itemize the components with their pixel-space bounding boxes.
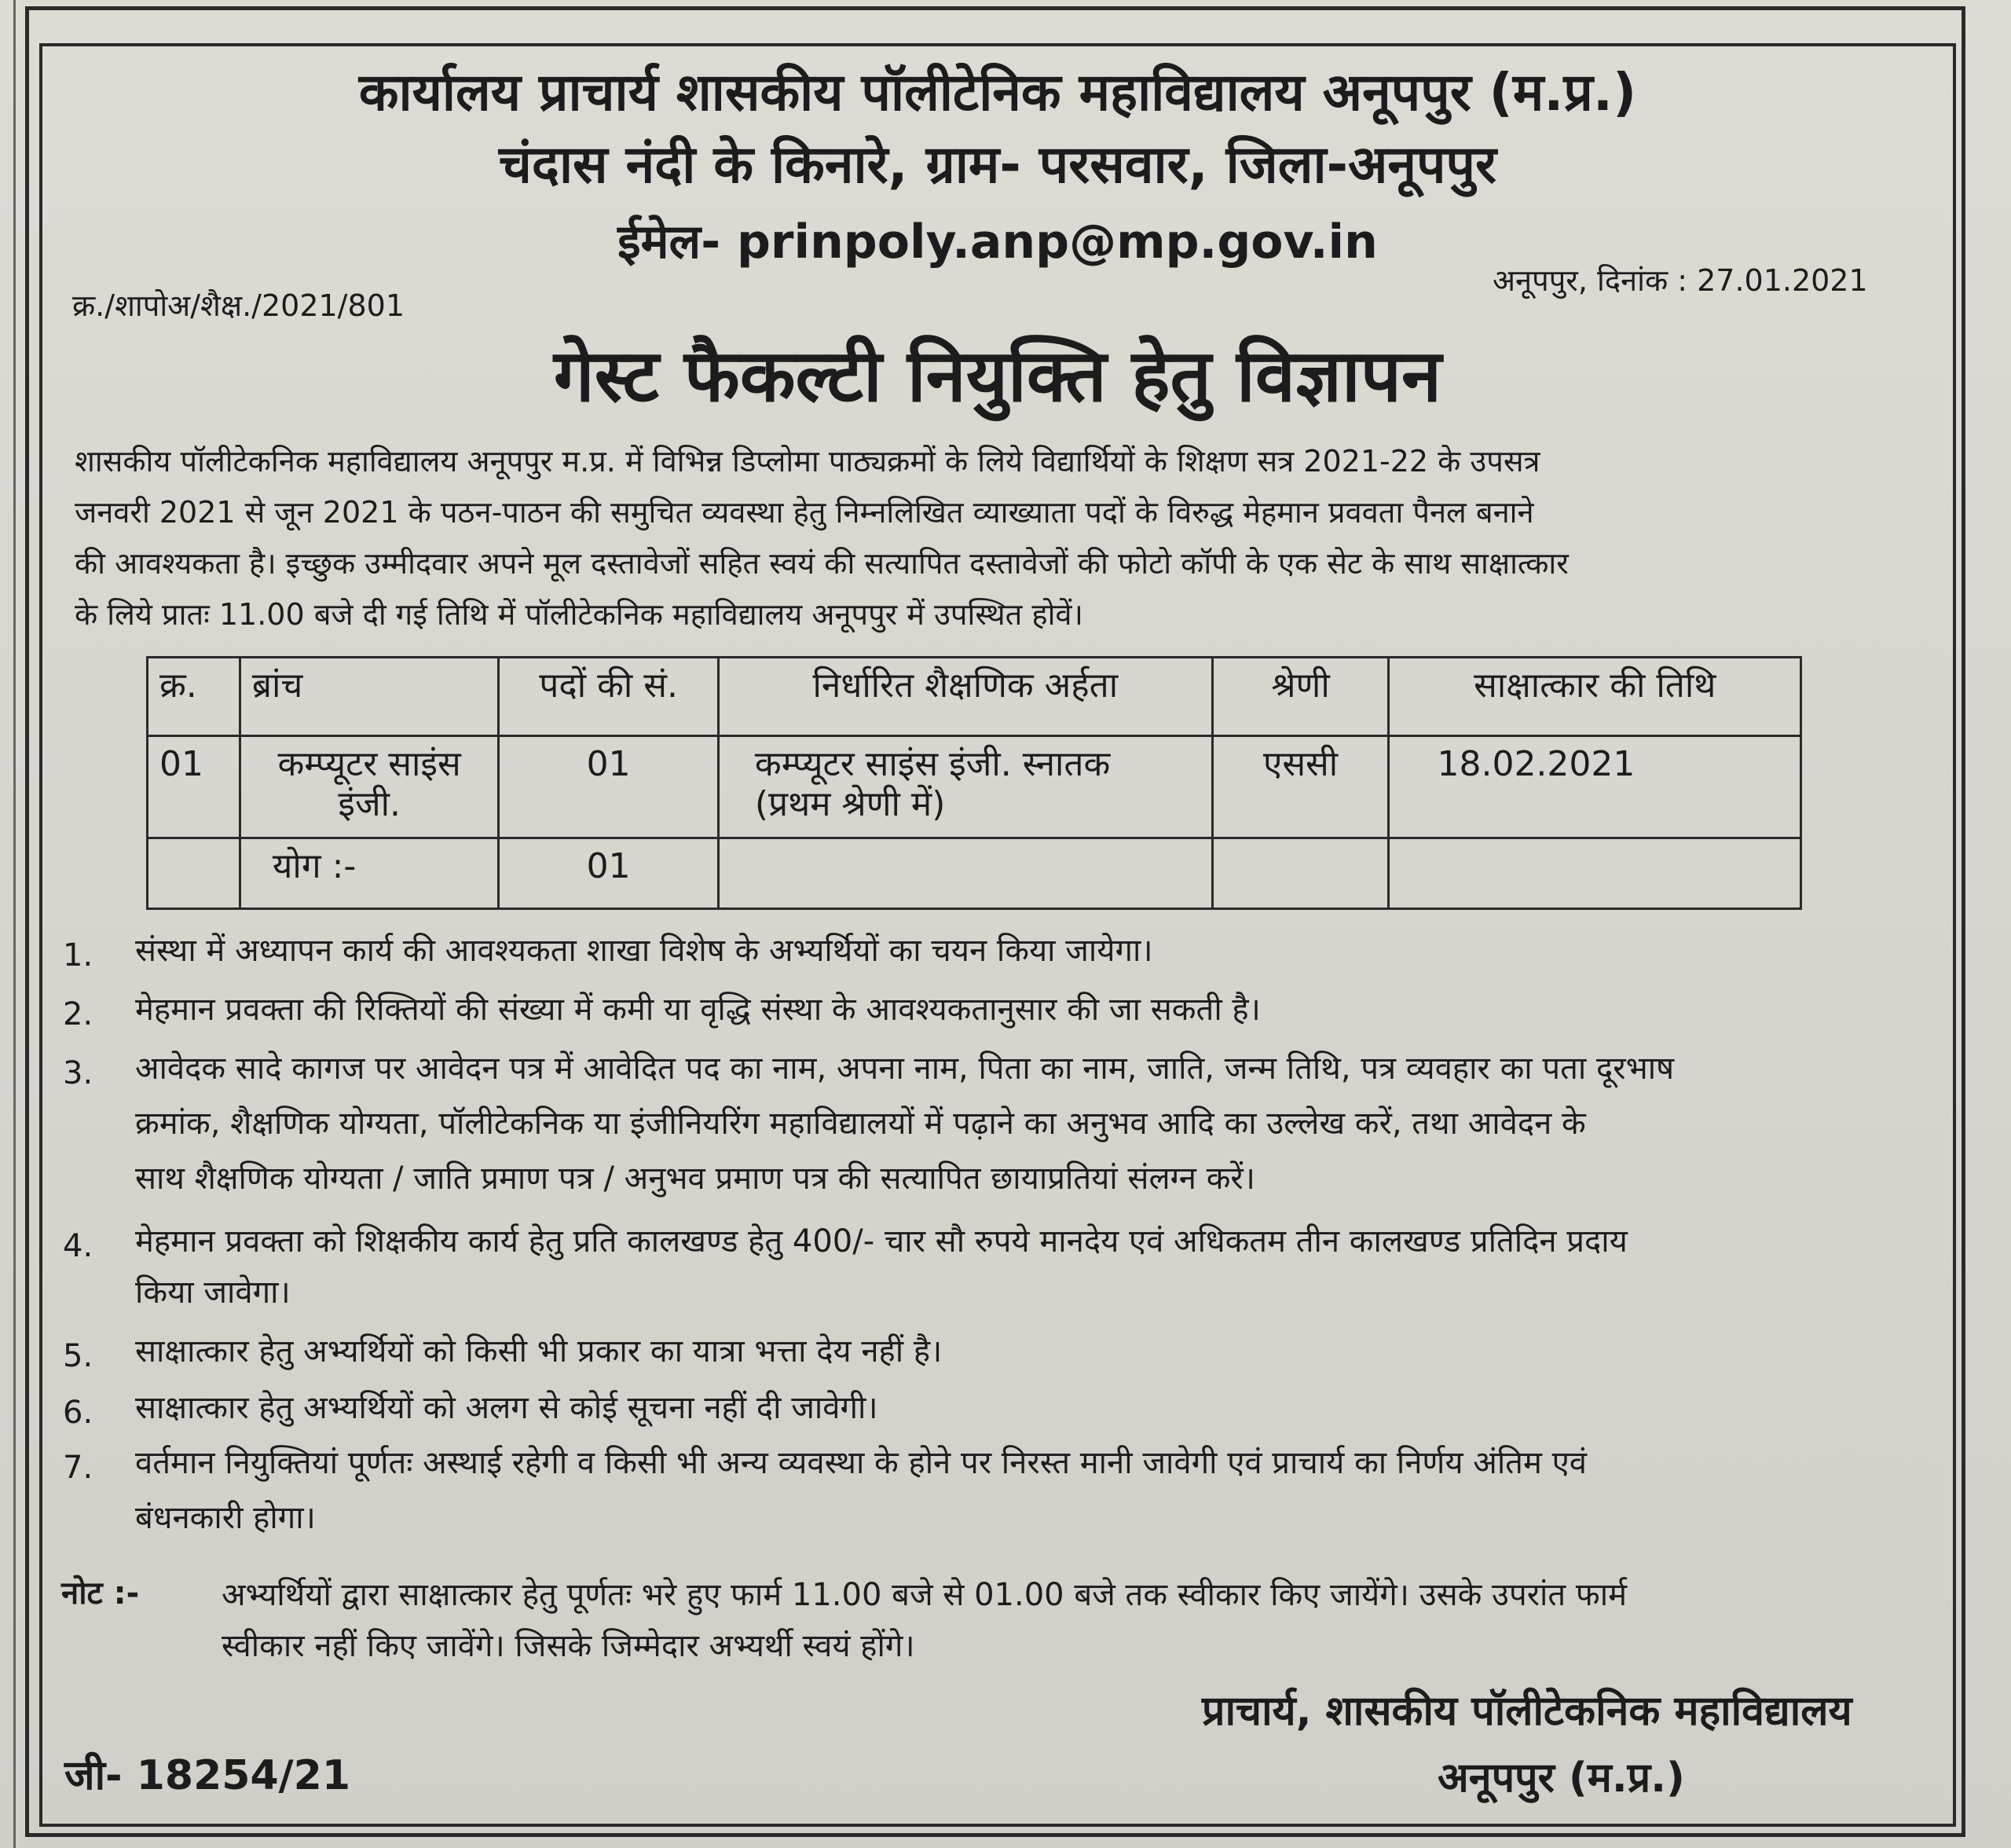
col-header: पदों की सं. bbox=[499, 658, 718, 736]
point-text: मेहमान प्रवक्ता की रिक्तियों की संख्या में कमी या वृद्धि संस्था के आवश्यकतानुसार की जा सकती है। bbox=[135, 992, 1261, 1028]
point-number: 3. bbox=[63, 1055, 93, 1091]
col-header: ब्रांच bbox=[240, 658, 499, 736]
note-text: स्वीकार नहीं किए जावेंगे। जिसके जिम्मेदार अभ्यर्थी स्वयं होंगे। bbox=[222, 1628, 915, 1664]
note-label: नोट :- bbox=[61, 1575, 140, 1612]
issue-date: अनूपपुर, दिनांक : 27.01.2021 bbox=[1493, 263, 1868, 298]
table-header-row bbox=[148, 658, 1801, 736]
branch-line: इंजी. bbox=[338, 783, 401, 824]
point-number: 5. bbox=[63, 1338, 93, 1374]
table-row bbox=[148, 736, 1801, 838]
point-text: बंधनकारी होगा। bbox=[135, 1500, 316, 1536]
point-text: क्रमांक, शैक्षणिक योग्यता, पॉलीटेकनिक या इंजीनियरिंग महाविद्यालयों में पढ़ाने का अनुभव आदि का उल्लेख करें, तथा आवेदन के bbox=[135, 1106, 1586, 1142]
empty-cell bbox=[718, 838, 1212, 909]
intro-line: की आवश्यकता है। इच्छुक उम्मीदवार अपने मूल दस्तावेजों सहित स्वयं की सत्यापित दस्तावेजों की फोटो कॉपी के एक सेट के साथ साक्षात्कार bbox=[75, 546, 1569, 581]
col-header: निर्धारित शैक्षणिक अर्हता bbox=[718, 658, 1212, 736]
interview-date-cell: 18.02.2021 bbox=[1389, 736, 1801, 838]
total-label: योग :- bbox=[240, 838, 499, 909]
signatory-title: प्राचार्य, शासकीय पॉलीटेकनिक महाविद्यालय bbox=[1202, 1688, 1852, 1735]
point-text: मेहमान प्रवक्ता को शिक्षकीय कार्य हेतु प्रति कालखण्ड हेतु 400/- चार सौ रुपये मानदेय एवं अधिकतम तीन कालखण्ड प्रतिदिन प्रदाय bbox=[135, 1223, 1628, 1260]
intro-line: के लिये प्रातः 11.00 बजे दी गई तिथि में पॉलीटेकनिक महाविद्यालय अनूपपुर में उपस्थित होवें। bbox=[75, 597, 1083, 632]
point-number: 6. bbox=[63, 1395, 93, 1431]
point-text: साथ शैक्षणिक योग्यता / जाति प्रमाण पत्र / अनुभव प्रमाण पत्र की सत्यापित छायाप्रतियां संलग्न करें। bbox=[135, 1160, 1255, 1197]
reference-number: क्र./शापोअ/शैक्ष./2021/801 bbox=[72, 288, 405, 323]
qualification-line: कम्प्यूटर साइंस इंजी. स्नातक bbox=[754, 744, 1111, 784]
advertisement-title: गेस्ट फैकल्टी नियुक्ति हेतु विज्ञापन bbox=[553, 334, 1442, 418]
office-heading: कार्यालय प्राचार्य शासकीय पॉलीटेनिक महाविद्यालय अनूपपुर (म.प्र.) bbox=[358, 62, 1637, 123]
g-number: जी- 18254/21 bbox=[64, 1752, 351, 1799]
point-number: 4. bbox=[63, 1228, 93, 1264]
category-cell: एससी bbox=[1212, 736, 1389, 838]
note-text: अभ्यर्थियों द्वारा साक्षात्कार हेतु पूर्णतः भरे हुए फार्म 11.00 बजे से 01.00 बजे तक स्वीकार किए जायेंगे। उसके उपरांत फार्म bbox=[222, 1577, 1628, 1613]
col-header: क्र. bbox=[148, 658, 240, 736]
point-text: किया जावेगा। bbox=[135, 1274, 291, 1311]
point-text: आवेदक सादे कागज पर आवेदन पत्र में आवेदित पद का नाम, अपना नाम, पिता का नाम, जाति, जन्म तिथि, पत्र व्यवहार का पता दूरभाष bbox=[135, 1050, 1675, 1087]
intro-line: जनवरी 2021 से जून 2021 के पठन-पाठन की समुचित व्यवस्था हेतु निम्नलिखित व्याख्याता पदों के विरुद्ध मेहमान प्रववता पैनल बनाने bbox=[75, 495, 1534, 530]
qualification-cell bbox=[718, 736, 1212, 838]
point-number: 2. bbox=[63, 996, 93, 1032]
table-total-row bbox=[148, 838, 1801, 909]
empty-cell bbox=[148, 838, 240, 909]
vacancy-table bbox=[146, 656, 1802, 910]
empty-cell bbox=[1389, 838, 1801, 909]
page-edge bbox=[0, 0, 16, 1848]
posts-cell: 01 bbox=[499, 736, 718, 838]
signatory-place: अनूपपुर (म.प्र.) bbox=[1438, 1754, 1685, 1802]
point-text: वर्तमान नियुक्तियां पूर्णतः अस्थाई रहेगी व किसी भी अन्य व्यवस्था के होने पर निरस्त मानी जावेगी एवं प्राचार्य का निर्णय अंतिम एवं bbox=[135, 1445, 1587, 1481]
address-heading: चंदास नंदी के किनारे, ग्राम- परसवार, जिला-अनूपपुर bbox=[498, 134, 1497, 195]
point-text: साक्षात्कार हेतु अभ्यर्थियों को किसी भी प्रकार का यात्रा भत्ता देय नहीं है। bbox=[135, 1333, 943, 1370]
total-posts: 01 bbox=[499, 838, 718, 909]
col-header: श्रेणी bbox=[1212, 658, 1389, 736]
serial-cell: 01 bbox=[148, 736, 240, 838]
point-number: 7. bbox=[63, 1450, 93, 1486]
qualification-line: (प्रथम श्रेणी में) bbox=[754, 783, 946, 824]
col-header: साक्षात्कार की तिथि bbox=[1389, 658, 1801, 736]
intro-line: शासकीय पॉलीटेकनिक महाविद्यालय अनूपपुर म.प्र. में विभिन्न डिप्लोमा पाठ्यक्रमों के लिये विद्यार्थियों के शिक्षण सत्र 2021-22 के उपसत्र bbox=[75, 444, 1540, 478]
point-text: संस्था में अध्यापन कार्य की आवश्यकता शाखा विशेष के अभ्यर्थियों का चयन किया जायेगा। bbox=[135, 933, 1153, 969]
branch-cell bbox=[240, 736, 499, 838]
point-number: 1. bbox=[63, 937, 93, 974]
point-text: साक्षात्कार हेतु अभ्यर्थियों को अलग से कोई सूचना नहीं दी जावेगी। bbox=[135, 1390, 878, 1426]
empty-cell bbox=[1212, 838, 1389, 909]
branch-line: कम्प्यूटर साइंस bbox=[277, 744, 461, 784]
email-heading: ईमेल- prinpoly.anp@mp.gov.in bbox=[617, 214, 1378, 270]
